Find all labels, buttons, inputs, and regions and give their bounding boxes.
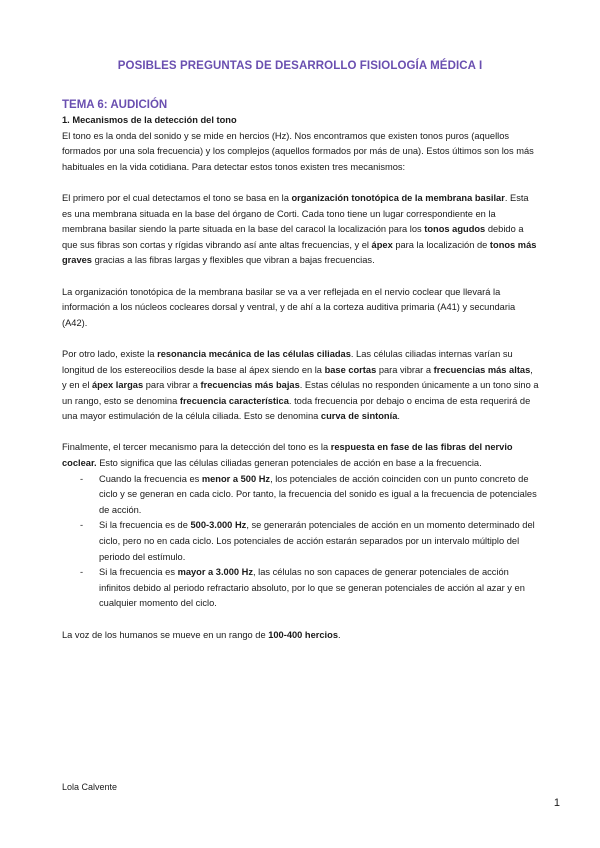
- bold-term: curva de sintonía: [320, 411, 398, 422]
- bold-term: ápex largas: [91, 380, 144, 391]
- document-title: POSIBLES PREGUNTAS DE DESARROLLO FISIOLOGÍA MÉDICA I: [117, 60, 483, 72]
- section-heading: TEMA 6: AUDICIÓN: [62, 99, 168, 111]
- list-item: - Si la frecuencia es de 500-3.000 Hz, se generarán potenciales de acción en un momento determinado del ciclo, pero no en cada ciclo. Los potenciales de acción estarán separados por un intervalo múltiplo del periodo del estímulo.: [62, 518, 540, 565]
- bold-term: frecuencia característica: [179, 395, 289, 406]
- paragraph-tonotopic: El primero por el cual detectamos el tono se basa en la organización tonotópica de la membrana basilar. Esta es una membrana situada en la base del órgano de Corti. Cada tono tiene un lugar correspondiente en la membrana basilar siendo la parte situada en la base del caracol la localización para los tonos agudos debido a que sus fibras son cortas y rígidas vibrando así ante altas frecuencias, y el ápex para la localización de tonos más graves gracias a las fibras largas y flexibles que vibran a bajas frecuencias.: [62, 192, 537, 266]
- bold-term: frecuencias más bajas: [200, 380, 300, 391]
- paragraph-nervio-coclear: La organización tonotópica de la membrana basilar se va a ver reflejada en el nervio coclear que llevará la información a los núcleos cocleares dorsal y ventral, y de ahí a la corteza auditiva primaria (A41) y secundaria (A42).: [62, 286, 516, 328]
- intro-paragraph: El tono es la onda del sonido y se mide en hercios (Hz). Nos encontramos que existen tonos puros (aquellos formados por una sola frecuencia) y los complejos (aquellos formados por más de una). Estos últimos son los más habituales en la vida cotidiana. Para detectar estos tonos existen tres mecanismos:: [62, 130, 534, 172]
- bold-term: 100-400 hercios: [268, 629, 338, 640]
- bold-term: organización tonotópica de la membrana basilar: [291, 192, 505, 203]
- footer-author: Lola Calvente: [62, 782, 118, 792]
- bold-term: resonancia mecánica de las células ciliadas: [157, 348, 351, 359]
- document-body: [62, 97, 540, 643]
- page-number: 1: [553, 797, 560, 809]
- paragraph-voz: La voz de los humanos se mueve en un rango de 100-400 hercios.: [62, 629, 341, 640]
- bold-term: base cortas: [324, 364, 377, 375]
- bold-term: mayor a 3.000 Hz: [177, 567, 254, 578]
- frequency-list: [62, 472, 540, 612]
- bold-term: 500-3.000 Hz: [190, 520, 247, 531]
- bold-term: frecuencias más altas: [433, 364, 531, 375]
- bold-term: menor a 500 Hz: [201, 473, 271, 484]
- bold-term: tonos más graves: [62, 239, 537, 266]
- list-item: - Si la frecuencia es mayor a 3.000 Hz, las células no son capaces de generar potenciales de acción infinitos debido al periodo refractario absoluto, por lo que se generan potenciales de acción al azar y en cualquier momento del ciclo.: [62, 565, 540, 612]
- bold-term: ápex: [371, 239, 393, 250]
- paragraph-resonancia: Por otro lado, existe la resonancia mecánica de las células ciliadas. Las células ciliadas internas varían su longitud de los estereocilios desde la base al ápex siendo en la base cortas para vibrar a frecuencias más altas, y en el ápex largas para vibrar a frecuencias más bajas. Estas células no responden únicamente a un tono sino a un rango, esto se denomina frecuencia característica. toda frecuencia por debajo o encima de esta requerirá de una mayor estimulación de la célula ciliada. Esto se denomina curva de sintonía.: [62, 348, 539, 422]
- subsection-heading: 1. Mecanismos de la detección del tono: [62, 115, 237, 125]
- list-item: - Cuando la frecuencia es menor a 500 Hz, los potenciales de acción coinciden con un punto concreto de ciclo y se generan en cada ciclo. Por tanto, la frecuencia del sonido es igual a la frecuencia de potenciales de acción.: [62, 472, 540, 519]
- bold-term: tonos agudos: [424, 224, 486, 235]
- bold-term: respuesta en fase de las fibras del nervio coclear.: [62, 442, 513, 469]
- paragraph-respuesta-fase: Finalmente, el tercer mecanismo para la detección del tono es la respuesta en fase de las fibras del nervio coclear. Esto significa que las células ciliadas generan potenciales de acción en base a la frecuencia.: [62, 442, 513, 469]
